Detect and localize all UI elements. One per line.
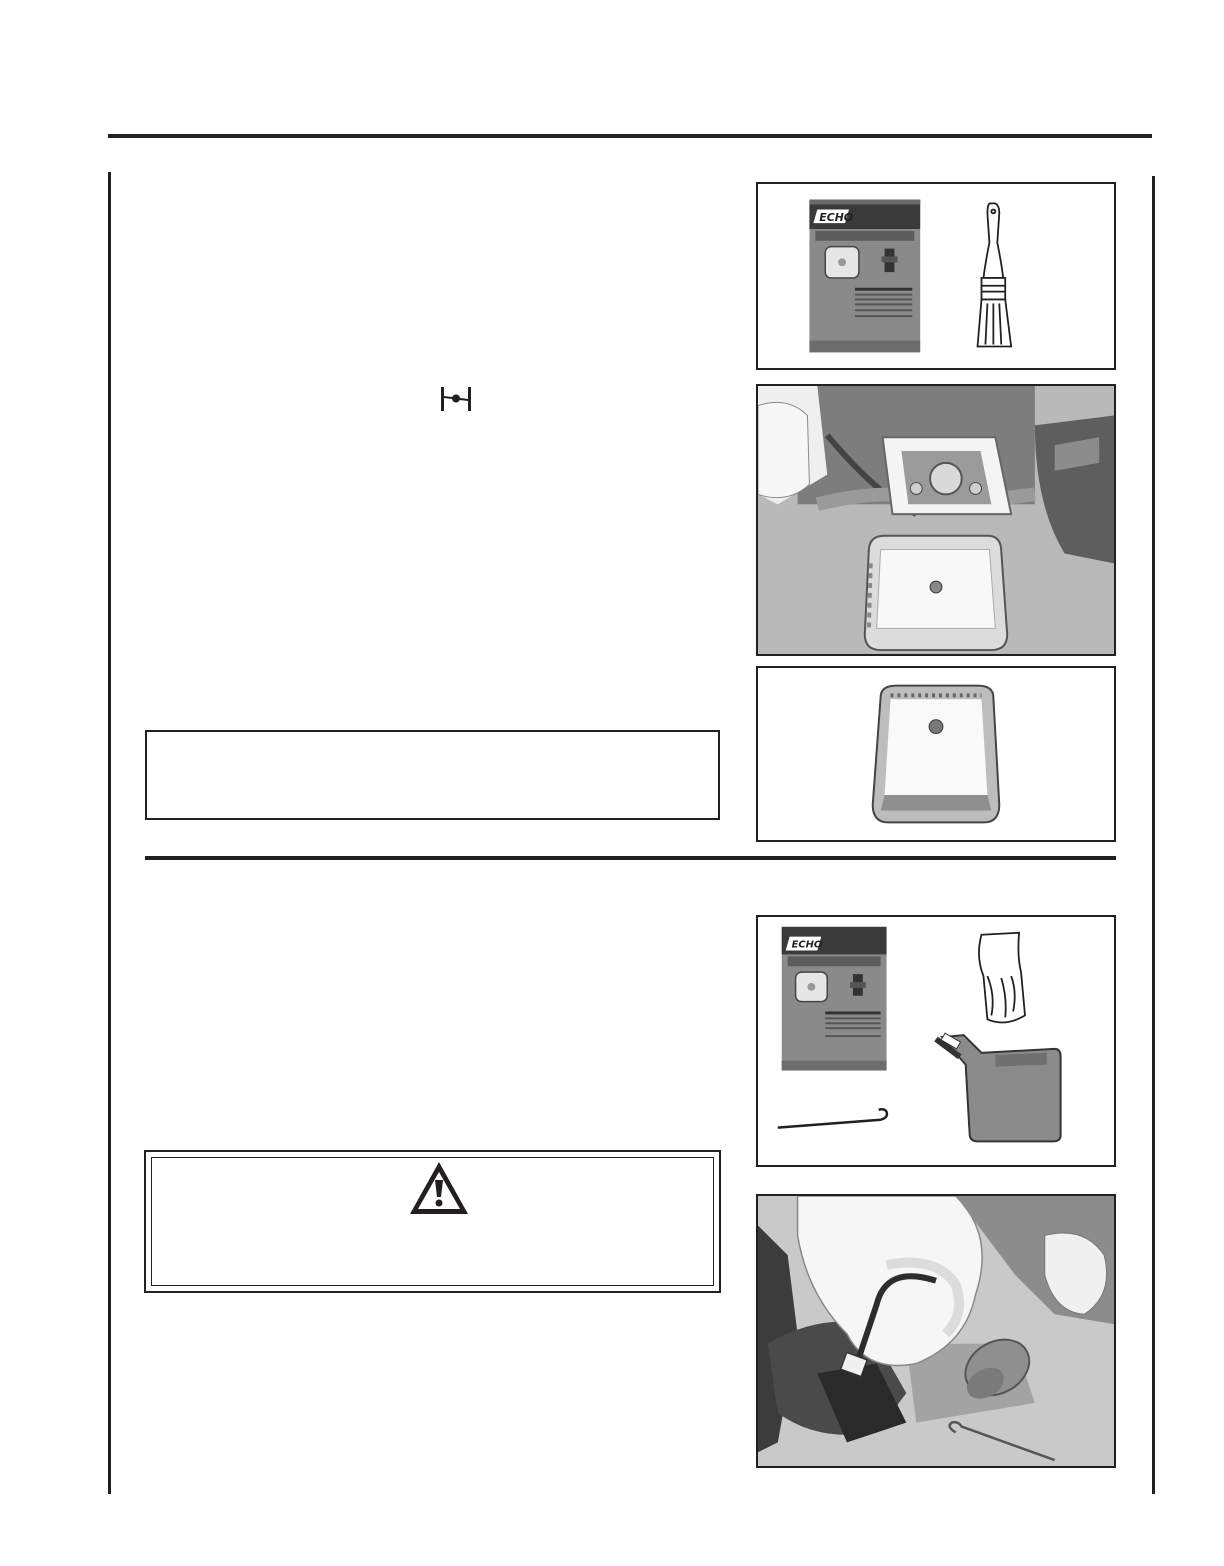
figure-air-filter-element <box>756 666 1116 842</box>
fuel-can-icon <box>936 1033 1061 1141</box>
card-brand-label: ECHO <box>819 211 854 225</box>
figure-air-cleaner-cover-removed <box>756 384 1116 656</box>
wire-hook-icon <box>778 1109 887 1127</box>
note-box <box>145 730 720 820</box>
echo-parts-kit-card <box>809 200 920 353</box>
figure-air-filter-kit-and-brush <box>756 182 1116 370</box>
paint-brush-icon <box>978 203 1012 346</box>
card-brand-label: ECHO <box>791 939 823 951</box>
header-rule <box>108 134 1152 138</box>
warning-box <box>144 1150 721 1293</box>
figure-fuel-filter-kit-tools <box>756 915 1116 1167</box>
right-margin-rule <box>1152 176 1155 1494</box>
left-margin-rule <box>108 172 111 1494</box>
rag-icon <box>979 933 1025 1023</box>
echo-parts-kit-card <box>782 927 887 1071</box>
adjustment-symbol-icon <box>440 386 472 412</box>
section-divider <box>145 856 1116 860</box>
warning-triangle-icon <box>408 1160 470 1216</box>
figure-fuel-tank-hook-fuel-line <box>756 1194 1116 1468</box>
